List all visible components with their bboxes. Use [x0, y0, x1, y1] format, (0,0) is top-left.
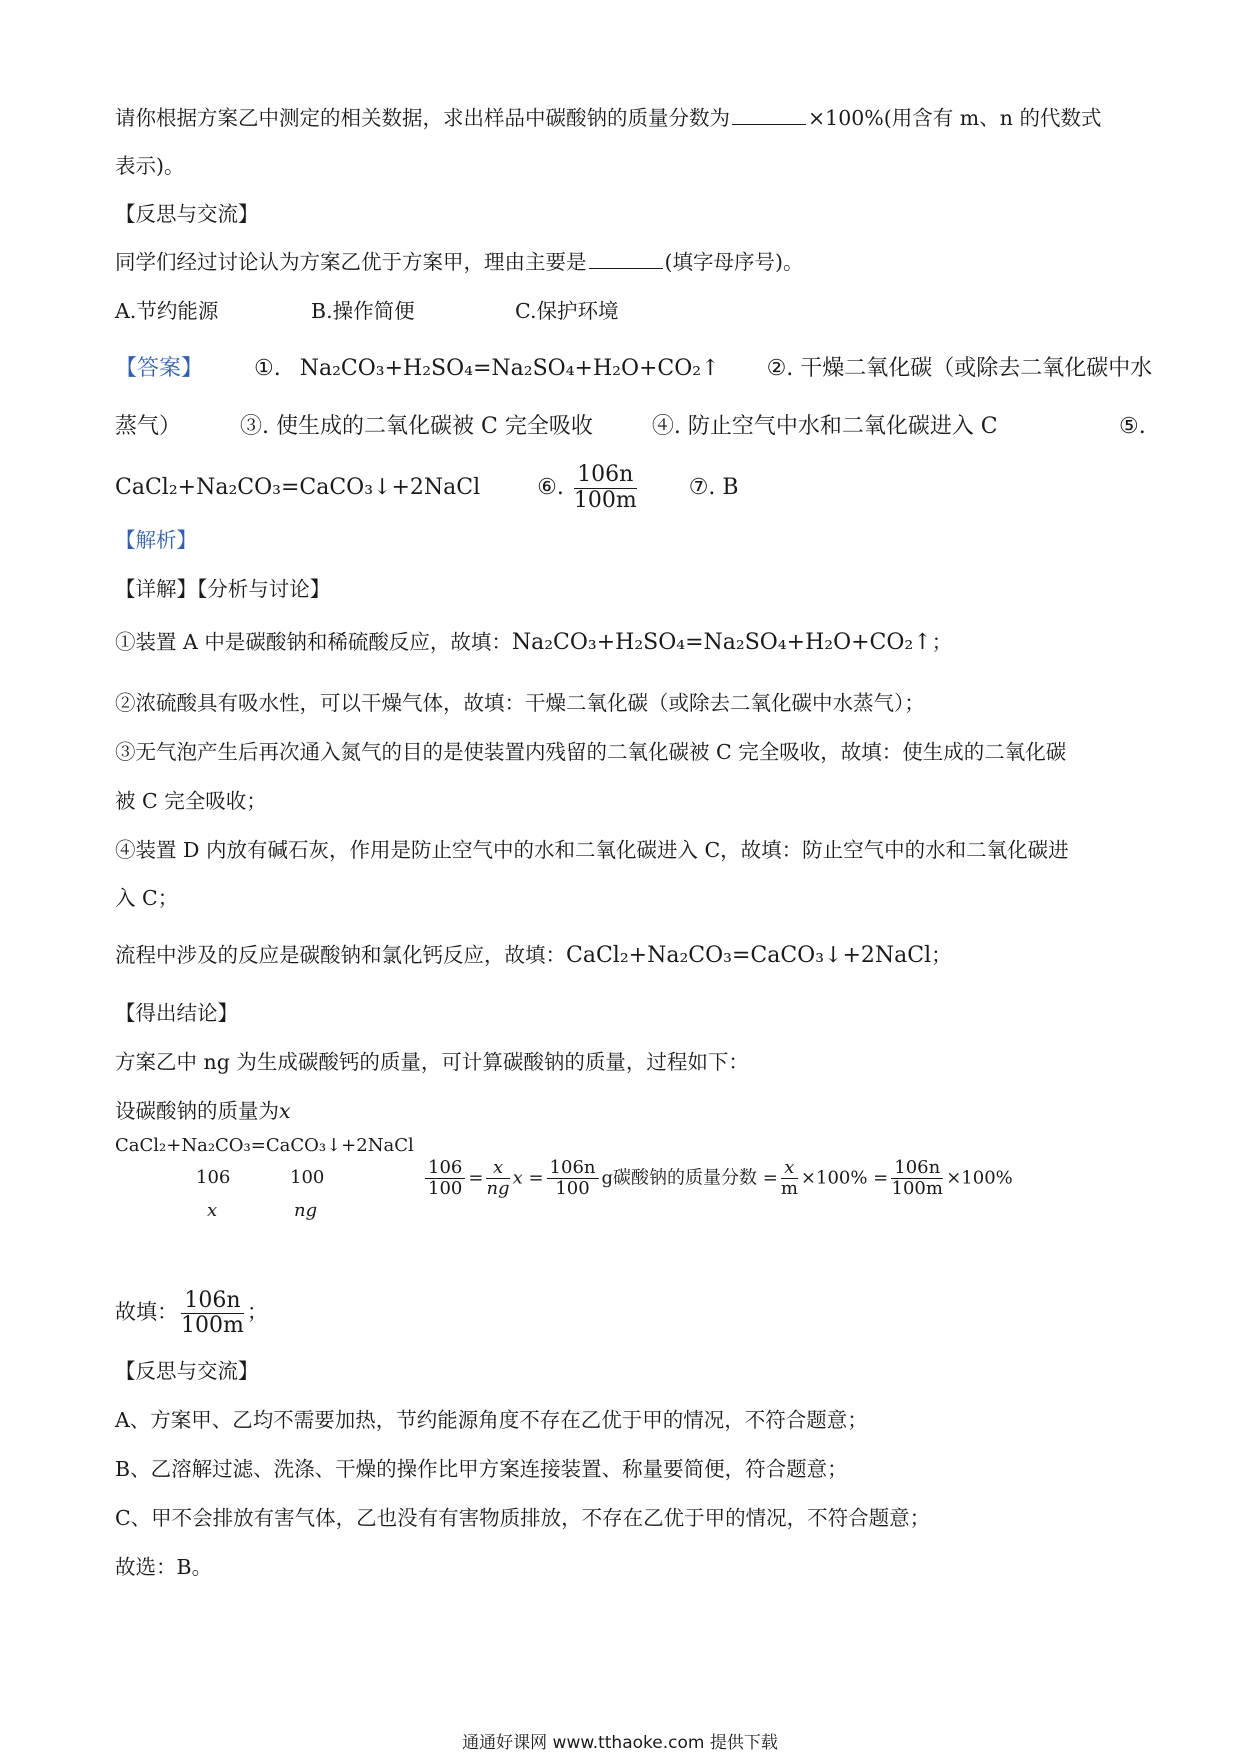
- detail-5-equation: CaCl₂+Na₂CO₃=CaCO₃↓+2NaCl: [566, 943, 932, 968]
- answer-7: ⑦. B: [688, 475, 739, 500]
- reflect2-a: A、方案甲、乙均不需要加热，节约能源角度不存在乙优于甲的情况，不符合题意；: [115, 1408, 868, 1432]
- fill-tail: ；: [246, 1300, 268, 1324]
- reflect2-header: 【反思与交流】: [115, 1359, 259, 1383]
- fraction-denominator: ng: [486, 1177, 510, 1199]
- answer-label: 【答案】: [115, 356, 204, 381]
- fill-fraction: [181, 1289, 244, 1338]
- conclusion-1: 方案乙中 ng 为生成碳酸钙的质量，可计算碳酸钠的质量，过程如下：: [115, 1050, 749, 1074]
- answer-line-3: [115, 458, 739, 518]
- detail-1-tail: ；: [931, 630, 953, 654]
- answer-blank: [589, 248, 663, 269]
- analysis-label: 【解析】: [115, 528, 197, 552]
- calc-fraction-1: [425, 1158, 465, 1199]
- detail-header: 【详解】【分析与讨论】: [115, 577, 331, 601]
- variable-ng-mass: ng: [294, 1200, 318, 1221]
- fraction-denominator: 100: [428, 1177, 463, 1199]
- reflect-question-tail: (填字母序号)。: [664, 250, 804, 274]
- detail-3a: ③无气泡产生后再次通入氮气的目的是使装置内残留的二氧化碳被 C 完全吸收，故填：使生成的二氧化碳: [115, 740, 1067, 764]
- reflect-question: [115, 248, 804, 276]
- intro-tail: ×100%(用含有 m、n 的代数式: [808, 106, 1102, 130]
- fraction-numerator: 106n: [574, 463, 637, 488]
- reflect2-b: B、乙溶解过滤、洗涤、干燥的操作比甲方案连接装置、称量要简便，符合题意；: [115, 1457, 848, 1481]
- fraction-numerator: x: [486, 1158, 509, 1179]
- detail-4a: ④装置 D 内放有碱石灰，作用是防止空气中的水和二氧化碳进入 C，故填：防止空气中的水和二氧化碳进: [115, 838, 1069, 862]
- fraction-denominator: 100m: [573, 487, 637, 513]
- molar-mass-2: 100: [290, 1167, 325, 1188]
- calc-fraction-4: [781, 1158, 798, 1199]
- reflect2-c: C、甲不会排放有害气体，乙也没有有害物质排放，不存在乙优于甲的情况，不符合题意；: [115, 1506, 931, 1530]
- fraction-numerator: 106n: [547, 1158, 599, 1179]
- answer-2: ②. 干燥二氧化碳（或除去二氧化碳中水: [766, 356, 1153, 381]
- fraction-numerator: 106: [425, 1158, 465, 1179]
- answer-line-2: [115, 413, 1146, 441]
- detail-1-equation: Na₂CO₃+H₂SO₄=Na₂SO₄+H₂O+CO₂↑: [511, 630, 932, 655]
- reaction-equation: CaCl₂+Na₂CO₃=CaCO₃↓+2NaCl: [115, 1135, 414, 1156]
- answer-6-fraction: [574, 463, 637, 512]
- molar-mass-1: 106: [196, 1167, 231, 1188]
- calculation-row: $\frac{106}{100}$ = $\frac{x}{ng}$ x = $\frac{106n}{100}$ g碳酸钠的质量分数 = $\frac{x}{m}$ ×100% = $\frac{106n}{100m}$ ×100%: [422, 1158, 1013, 1199]
- option-c: C.保护环境: [515, 299, 619, 323]
- answer-line-1: [115, 355, 1152, 383]
- detail-5-tail: ；: [931, 943, 952, 967]
- answer-5-num: ⑤.: [1119, 414, 1146, 439]
- calc-fraction-2: [486, 1158, 509, 1199]
- reflect-header: 【反思与交流】: [115, 202, 259, 226]
- answer-1-num: ①.: [254, 356, 281, 381]
- detail-3b: 被 C 完全吸收；: [115, 789, 267, 813]
- calc-fraction-3: [547, 1158, 599, 1199]
- page-footer: 通通好课网 www.tthaoke.com 提供下载: [462, 1733, 778, 1753]
- x-equals: x =: [512, 1167, 544, 1189]
- reflect-question-text: 同学们经过讨论认为方案乙优于方案甲，理由主要是: [115, 250, 587, 274]
- option-a: A.节约能源: [115, 299, 219, 323]
- detail-1-text: ①装置 A 中是碳酸钠和稀硫酸反应，故填：: [115, 630, 512, 654]
- fill-label: 故填：: [115, 1300, 178, 1324]
- times-100: ×100%: [946, 1167, 1013, 1189]
- options-row: [115, 297, 618, 325]
- fraction-numerator: x: [781, 1158, 798, 1179]
- fill-answer: [115, 1284, 268, 1340]
- variable-x: x: [279, 1099, 291, 1123]
- answer-1-equation: Na₂CO₃+H₂SO₄=Na₂SO₄+H₂O+CO₂↑: [299, 356, 720, 381]
- conclusion-2: [115, 1097, 291, 1125]
- times-100-equals: ×100% =: [800, 1167, 889, 1189]
- answer-4: ④. 防止空气中水和二氧化碳进入 C: [651, 414, 998, 439]
- conclusion-2-text: 设碳酸钠的质量为: [115, 1099, 279, 1123]
- detail-2: ②浓硫酸具有吸水性，可以干燥气体，故填：干燥二氧化碳（或除去二氧化碳中水蒸气）；: [115, 691, 925, 715]
- fraction-denominator: m: [780, 1177, 798, 1199]
- answer-3: ③. 使生成的二氧化碳被 C 完全吸收: [240, 414, 593, 439]
- answer-6-num: ⑥.: [537, 475, 564, 500]
- fraction-denominator: 100m: [181, 1313, 244, 1338]
- fraction-denominator: 100: [555, 1177, 590, 1199]
- answer-5-equation: CaCl₂+Na₂CO₃=CaCO₃↓+2NaCl: [115, 475, 481, 500]
- detail-5-text: 流程中涉及的反应是碳酸钠和氯化钙反应，故填：: [115, 943, 566, 967]
- conclusion-header: 【得出结论】: [115, 1001, 238, 1025]
- variable-x-mass: x: [207, 1200, 218, 1221]
- calc-fraction-5: [891, 1158, 943, 1199]
- intro-line-2: 表示)。: [115, 154, 185, 178]
- answer-2-cont: 蒸气）: [115, 414, 182, 439]
- answer-blank: [732, 104, 806, 125]
- detail-1: [115, 628, 952, 657]
- detail-4b: 入 C；: [115, 886, 179, 910]
- fraction-numerator: 106n: [181, 1289, 244, 1314]
- fraction-denominator: 100m: [891, 1177, 943, 1199]
- intro-text: 请你根据方案乙中测定的相关数据，求出样品中碳酸钠的质量分数为: [115, 106, 730, 130]
- intro-line-1: [115, 104, 1101, 132]
- detail-5: [115, 941, 952, 970]
- option-b: B.操作简便: [311, 299, 415, 323]
- fraction-numerator: 106n: [891, 1158, 943, 1179]
- reflect2-final: 故选：B。: [115, 1555, 213, 1579]
- mass-fraction-text: g碳酸钠的质量分数 =: [601, 1167, 778, 1189]
